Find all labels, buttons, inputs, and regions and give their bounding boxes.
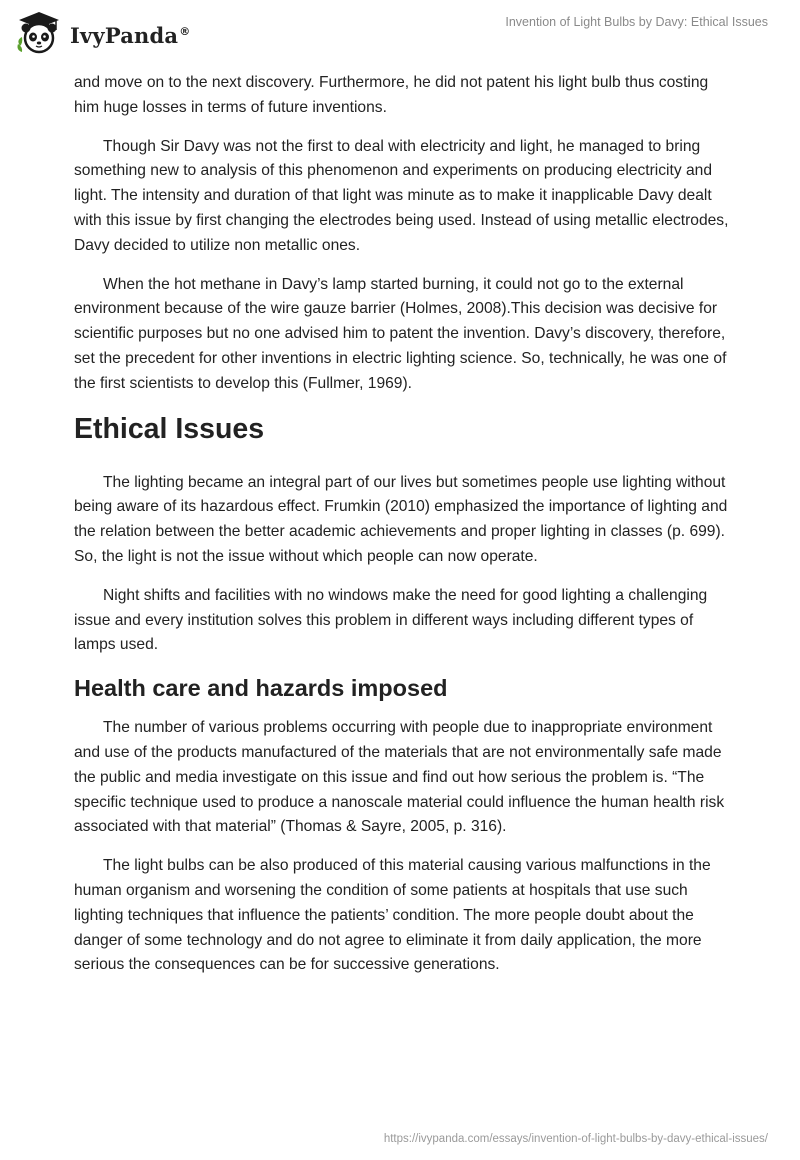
paragraph: The light bulbs can be also produced of this material causing various malfunctions in the human organism and worsening the condition of some patients at hospitals that use such lighting techniques that influence the patients’ condition. The more people doubt about the danger of some technology and do not agree to eliminate it from daily application, the more serious the consequences can be for successive generations. <box>74 857 711 974</box>
paragraph: The number of various problems occurring with people due to inappropriate environment and use of the products manufactured of the materials that are not environmentally safe made the public and media investigate on this issue and find out how serious the problem is. “The specific technique used to produce a nanoscale material could influence the human health risk associated with that material” (Thomas & Sayre, 2005, p. 316). <box>74 719 725 836</box>
ivypanda-logo[interactable] <box>14 10 190 56</box>
panda-logo-icon <box>14 10 64 56</box>
subsection-heading: Health care and hazards imposed <box>74 675 448 702</box>
page-header <box>0 0 800 70</box>
brand-name: IvyPanda® <box>70 22 191 48</box>
paragraph: Though Sir Davy was not the first to deal with electricity and light, he managed to bring something new to analysis of this phenomenon and experiments on producing electricity and light. The intensity and duration of that light was minute as to make it inapplicable Davy dealt with this issue by first changing the electrodes being used. Instead of using metallic electrodes, Davy decided to utilize non metallic ones. <box>74 137 729 254</box>
essay-content <box>74 71 734 992</box>
section-heading: Ethical Issues <box>74 412 265 445</box>
paragraph: The lighting became an integral part of our lives but sometimes people use lighting without being aware of its hazardous effect. Frumkin (2010) emphasized the importance of lighting and the relation between the better academic achievements and proper lighting in classes (p. 699). So, the light is not the issue without which people can now operate. <box>74 473 728 565</box>
paragraph: Night shifts and facilities with no windows make the need for good lighting a challenging issue and every institution solves this problem in different ways including different types of lamps used. <box>74 586 708 654</box>
paragraph: and move on to the next discovery. Furthermore, he did not patent his light bulb thus costing him huge losses in terms of future inventions. <box>74 74 709 116</box>
document-title: Invention of Light Bulbs by Davy: Ethical Issues <box>505 15 768 29</box>
paragraph: When the hot methane in Davy’s lamp started burning, it could not go to the external environment because of the wire gauze barrier (Holmes, 2008).This decision was decisive for scientific purposes but no one advised him to patent the invention. Davy’s discovery, therefore, set the precedent for other inventions in electric lighting science. So, technically, he was one of the first scientists to develop this (Fullmer, 1969). <box>74 275 727 392</box>
source-url[interactable]: https://ivypanda.com/essays/invention-of-light-bulbs-by-davy-ethical-issues/ <box>383 1133 768 1145</box>
